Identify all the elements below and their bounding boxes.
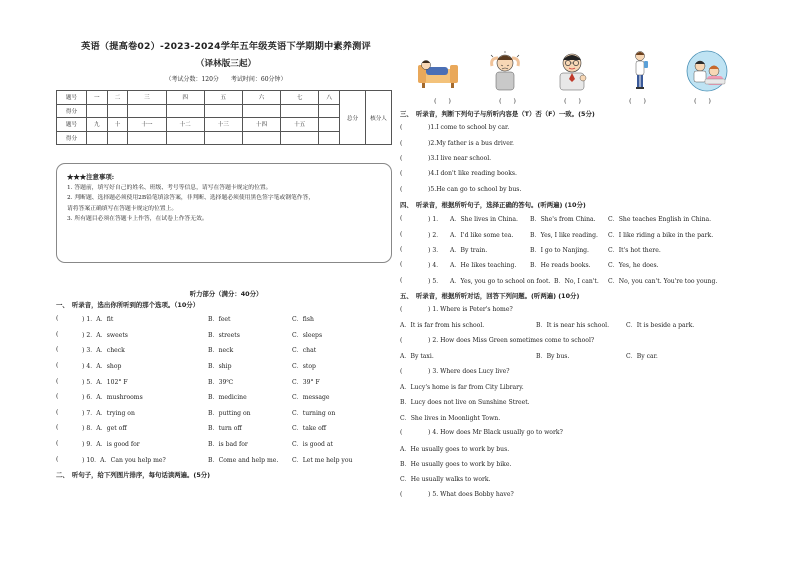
score-cell [242,131,280,145]
question-row [56,420,396,436]
option-c: C．I like riding a bike in the park. [608,231,714,239]
option-a: A．By taxi. [400,353,434,361]
right-column [400,40,745,502]
answer-bracket[interactable]: ( [56,393,59,401]
option-a: A．I'd like some tea. [450,231,514,239]
answer-option-line: B．He usually goes to work by bike. [400,461,512,468]
notice-item: 请将答案正确填写在答题卡规定的位置上。 [67,205,178,212]
answer-options [400,317,745,332]
headache-man-image [483,48,527,94]
answer-option-line: B．Lucy does not live on Sunshine Street. [400,399,530,407]
option-c: C．By car. [626,353,658,361]
col-header: 十三 [204,118,242,132]
notice-title: ★★★注意事项: [67,173,115,181]
picture-answer-bracket[interactable]: ( ) [499,97,516,105]
col-header: 九 [87,118,108,132]
section-4-title: 四、 听录音，根据所听句子，选择正确的答句。(听两遍) (10分) [400,200,586,209]
option-b: B．No, I can't. [554,277,599,285]
answer-bracket[interactable]: ( [400,429,403,437]
col-header: 七 [281,91,319,105]
option-c: C．fish [292,316,314,324]
score-cell [319,131,340,145]
score-cell [107,131,128,145]
question-row [56,389,396,405]
question-row [400,151,745,166]
col-header: 三 [128,91,166,105]
option-c: C．chat [292,347,317,355]
answer-bracket[interactable]: ( [400,170,403,178]
answer-bracket[interactable]: ( [400,306,403,314]
option-b: B．ship [208,363,232,371]
col-header: 十四 [242,118,280,132]
answer-bracket[interactable]: ( [400,276,403,284]
row-label: 得分 [57,104,87,118]
question-row [400,257,745,272]
girl-with-medicine-image [618,48,662,94]
row-label: 得分 [57,131,87,145]
option-c: C．turning on [292,409,336,417]
answer-bracket[interactable]: ( [400,245,403,253]
answer-options [400,348,745,363]
score-cell [166,131,204,145]
score-cell [87,104,108,118]
answer-bracket[interactable]: ( [400,154,403,162]
question-row [400,273,745,288]
option-a: A．He likes teaching. [450,262,517,270]
notice-item: 3. 所有题目必须在答题卡上作答，在试卷上作答无效。 [67,216,208,223]
question-text: ) 5. What does Bobby have? [428,490,514,498]
statement: )1.I come to school by car. [428,124,510,132]
option-c: C．Let me help you [292,456,353,464]
option-a: ) 8．A．get off [82,425,127,433]
page-subtitle: （译林版三起） [195,59,257,69]
option-b: B．Yes, I like reading. [530,231,598,239]
score-cell [242,104,280,118]
question-row [56,358,396,374]
statement: )4.I don't like reading books. [428,170,517,178]
picture-answer-bracket[interactable]: ( ) [564,97,581,105]
section-3-title: 三、 听录音，判断下列句子与所听内容是（T）否（F）一致。(5分) [400,110,595,118]
listening-heading: 听力部分（满分：40分） [189,290,263,298]
question-text: ) 4. How does Mr Black usually go to work? [428,429,563,437]
man-with-glasses-image [550,48,594,94]
answer-bracket[interactable]: ( [400,336,403,344]
question-row [400,363,745,378]
section-5-list [400,302,745,502]
section-1-title: 一、 听录音，选出你所听到的那个选项。（10分） [56,301,200,309]
picture-answer-row [400,94,745,106]
option-a: ) 3．A．check [82,347,125,355]
question-row [400,120,745,135]
answer-bracket[interactable]: ( [400,230,403,238]
answer-bracket[interactable]: ( [400,185,403,193]
col-header: 十二 [166,118,204,132]
option-b: B．neck [208,347,234,355]
question-row [400,226,745,241]
option-c: C．is good at [292,441,333,449]
answer-option-line: A．He usually goes to work by bus. [400,445,510,453]
question-text: ) 2. How does Miss Green sometimes come to school? [428,336,595,344]
option-c: C．She teaches English in China. [608,216,712,224]
doctor-visit-image [685,48,729,94]
answer-bracket[interactable]: ( [400,215,403,223]
score-cell [87,131,108,145]
score-table-row [57,91,392,105]
option-c: C．Yes, he does. [608,262,659,270]
answer-option-line: A．Lucy's home is far from City Library. [400,384,524,392]
col-header: 四 [166,91,204,105]
question-row [400,333,745,348]
question-row [400,182,745,197]
notice-box [56,163,392,263]
score-cell [107,104,128,118]
option-c: C．39° F [292,378,320,386]
option-c: C．sleeps [292,331,323,339]
question-row [400,135,745,150]
option-c: C．No, you can't. You're too young. [608,277,718,285]
picture-answer-bracket[interactable]: ( ) [694,97,711,105]
notice-item: 2. 判断题、选择题必须使用2B铅笔填涂答案，非判断、选择题必须使用黑色签字笔或钢笔作答， [67,195,315,202]
option-c: C．It is beside a park. [626,322,695,330]
answer-option-line: C．He usually walks to work. [400,476,491,484]
option-a: A．Yes, you go to school on foot. [450,277,551,285]
score-cell [281,104,319,118]
left-column [56,40,396,481]
exam-info: （考试分数：120分 考试时间：60分钟） [165,76,287,83]
col-header: 六 [242,91,280,105]
picture-strip [400,40,745,94]
score-table [56,90,392,145]
question-text: ) 3. Where does Lucy live? [428,367,510,375]
answer-bracket[interactable]: ( [56,440,59,448]
option-a: A．It is far from his school. [400,322,485,330]
col-header: 十一 [128,118,166,132]
col-header: 八 [319,91,340,105]
row-label: 题号 [57,118,87,132]
question-row [400,166,745,181]
answer-bracket[interactable]: ( [56,377,59,385]
option-b: B．It is near his school. [536,322,610,330]
answer-bracket[interactable]: ( [400,124,403,132]
question-row [56,405,396,421]
score-cell [128,104,166,118]
option-a: A．She lives in China. [450,216,518,224]
score-cell [204,131,242,145]
option-c: C．It's hot there. [608,246,661,254]
section-1-list [56,311,396,467]
score-cell [319,118,340,132]
section-5-title: 五、 听录音，根据所听对话，回答下列问题。(听两遍) (10分) [400,291,580,300]
question-row [56,451,396,467]
grader-label: 核分人 [366,91,392,145]
question-text: ) 1. Where is Peter's home? [428,306,513,314]
answer-bracket[interactable]: ( [56,408,59,416]
option-a: ) 7．A．trying on [82,409,135,417]
answer-bracket[interactable]: ( [400,367,403,375]
option-c: C．stop [292,363,316,371]
option-b: B．medicine [208,394,247,402]
option-c: C．take off [292,425,327,433]
option-a: ) 2．A．sweets [82,331,128,339]
question-row [56,373,396,389]
option-c: C．message [292,394,330,402]
option-a: ) 10．A．Can you help me? [82,456,166,464]
col-header: 一 [87,91,108,105]
option-b: B．I go to Nanjing. [530,246,589,254]
answer-bracket[interactable]: ( [56,455,59,463]
col-header: 十 [107,118,128,132]
option-b: B．putting on [208,409,251,417]
question-row [400,302,745,317]
option-b: B．is bad for [208,441,248,449]
answer-bracket[interactable]: ( [56,362,59,370]
page-title: 英语（提高卷02）-2023-2024学年五年级英语下学期期中素养测评 [81,41,371,52]
notice-item: 1. 答题前，填写好自己的姓名、班级、考号等信息，请写在答题卡规定的位置。 [67,185,272,191]
option-b: B．She's from China. [530,216,596,224]
question-row [56,342,396,358]
question-row [56,436,396,452]
answer-bracket[interactable]: ( [56,315,59,323]
score-cell [204,104,242,118]
option-b: B．Come and help me. [208,456,279,464]
score-cell [281,131,319,145]
picture-answer-bracket[interactable]: ( ) [629,97,646,105]
option-b: B．streets [208,331,240,339]
col-header: 十五 [281,118,319,132]
option-a: A．By train. [450,246,488,254]
statement: )3.I live near school. [428,154,492,162]
option-b: B．feet [208,316,231,324]
question-row [56,311,396,327]
col-header: 五 [204,91,242,105]
option-b: B．39℃ [208,378,234,386]
answer-bracket[interactable]: ( [400,261,403,269]
option-a: ) 4．A．shop [82,363,122,371]
question-row [56,327,396,343]
score-cell [166,104,204,118]
answer-bracket[interactable]: ( [400,490,403,498]
answer-bracket[interactable]: ( [56,346,59,354]
question-row [400,211,745,226]
question-row [400,242,745,257]
option-b: B．By bus. [536,353,570,361]
option-b: B．turn off [208,425,242,433]
question-number: ) 5． [428,277,443,285]
section-4-list [400,211,745,288]
question-number: ) 3． [428,246,443,254]
col-header: 二 [107,91,128,105]
option-a: ) 9．A．is good for [82,441,140,449]
statement: )2.My father is a bus driver. [428,139,514,147]
picture-answer-bracket[interactable]: ( ) [434,97,451,105]
answer-option-line: C．She lives in Moonlight Town. [400,414,501,422]
sick-on-sofa-image [416,48,460,94]
section-2-title: 二、 听句子，给下列图片排序，每句话读两遍。(5分) [56,470,211,479]
question-number: ) 1． [428,216,443,224]
question-number: ) 2． [428,231,443,239]
score-cell [319,104,340,118]
row-label: 题号 [57,91,87,105]
answer-bracket[interactable]: ( [400,139,403,147]
question-number: ) 4． [428,262,443,270]
answer-bracket[interactable]: ( [56,424,59,432]
option-a: ) 6．A．mushrooms [82,394,143,402]
section-3-list [400,120,745,197]
answer-bracket[interactable]: ( [56,330,59,338]
option-b: B．He reads books. [530,262,591,270]
statement: )5.He can go to school by bus. [428,185,522,193]
question-row [400,425,745,440]
option-a: ) 1．A．fit [82,316,114,324]
score-cell [128,131,166,145]
total-label: 总分 [340,91,366,145]
option-a: ) 5．A．102° F [82,378,128,386]
question-row [400,487,745,502]
